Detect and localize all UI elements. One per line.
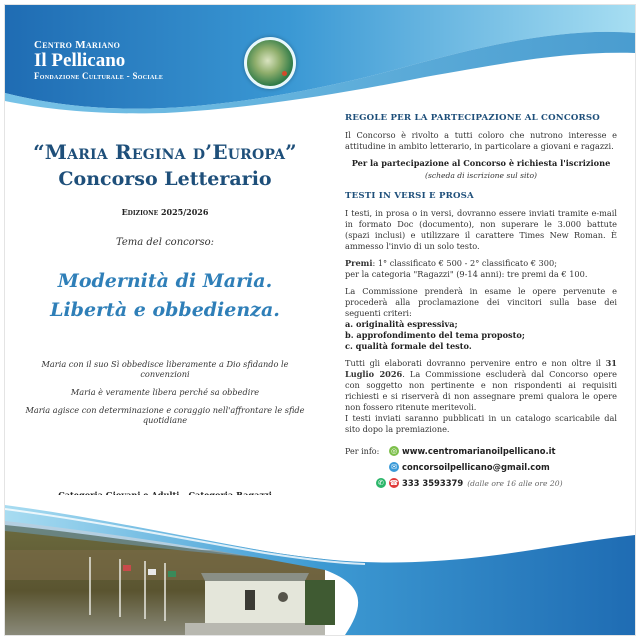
email-icon: ✉ [389,462,399,472]
deadline-pre: Tutti gli elaborati dovranno pervenire entro e non oltre il [345,358,601,368]
deadline-text [345,358,617,413]
org-name-line2: Il Pellicano [34,50,126,71]
phone-number[interactable]: 333 3593379 [402,477,464,488]
prizes [345,258,617,280]
email-link[interactable]: concorsoilpellicano@gmail.com [402,461,550,472]
quote-2: Maria è veramente libera perché sa obbedire [70,387,260,397]
pelican-emblem-logo [244,37,296,89]
contest-subtitle: Concorso Letterario [58,168,272,190]
theme-line-2: Libertà e obbedienza. [50,299,280,321]
flyer-page [4,4,636,636]
edition-label: Edizione 2025/2026 [121,207,209,217]
texts-text: I testi, in prosa o in versi, dovranno essere inviati tramite e-mail in formato Doc (documento), non superare le 3.000 battute (spazi inclusi) e utilizzare il carattere Times New Roman. È ammesso l'invio di un solo testo. [345,208,617,251]
phone-icon: ☎ [389,479,399,487]
contact-website-row[interactable] [345,443,617,459]
publication-text: I testi inviati saranno pubblicati in un catalogo scaricabile dal sito dopo la premiazione. [345,413,617,434]
rules-column [345,113,617,491]
contacts [345,443,617,491]
commission-text: La Commissione prenderà in esame le opere pervenute e procederà alla proclamazione dei vincitori sulla base dei seguenti criteri: [345,286,617,318]
rules-text: Il Concorso è rivolto a tutti coloro che nutrono interesse e attitudine in ambito letterario, in particolare a giovani e ragazzi. [345,130,617,151]
contacts-label: Per info: [345,446,380,456]
deadline-post: . La Commissione escluderà dal Concorso opere con soggetto non pertinente e non rispondenti ai requisiti richiesti e si riserverà di non assegnare premi qualora le opere non fossero ritenute meritevoli. [345,369,617,412]
bottom-photo-wave [5,495,635,635]
prizes-text-youth: per la categoria "Ragazzi" (9-14 anni): tre premi da € 100. [345,269,588,279]
theme-quotes [25,359,305,433]
org-name-line3: Fondazione Culturale - Sociale [34,71,164,81]
website-link[interactable]: www.centromarianoilpellicano.it [402,445,556,456]
criteria-list [345,319,617,352]
prizes-label: Premi [345,258,373,268]
globe-icon: ◎ [390,447,398,455]
contact-email-row[interactable] [345,459,617,475]
deadline-date: 31 Luglio 2026 [345,358,617,379]
rules-heading: REGOLE PER LA PARTECIPAZIONE AL CONCORSO [345,113,600,123]
quote-3: Maria agisce con determinazione e coraggio nell'affrontare le sfide quotidiane [25,405,305,425]
contest-theme [5,267,325,325]
criterion-b: b. approfondimento del tema proposto; [345,330,525,340]
texts-heading: TESTI IN VERSI E PROSA [345,191,474,201]
theme-label: Tema del concorso: [115,237,215,248]
org-name-line1: Centro Mariano [34,39,121,51]
contest-title: “Maria Regina d’Europa” [33,140,297,164]
quote-1: Maria con il suo Sì obbedisce liberamente a Dio sfidando le convenzioni [41,359,289,379]
whatsapp-icon: ✆ [376,478,386,488]
criterion-a: a. originalità espressiva; [345,319,458,329]
organization-brand [34,39,163,82]
prizes-text: : 1° classificato € 500 - 2° classificato € 300; [372,258,557,268]
criterion-c: c. qualità formale del testo. [345,341,472,351]
registration-required: Per la partecipazione al Concorso è richiesta l'iscrizione [351,158,611,168]
contact-phone-row[interactable] [345,475,617,491]
phone-hours: (dalle ore 16 alle ore 20) [467,478,563,488]
theme-line-1: Modernità di Maria. [57,270,273,292]
registration-note: (scheda di iscrizione sul sito) [425,171,537,180]
